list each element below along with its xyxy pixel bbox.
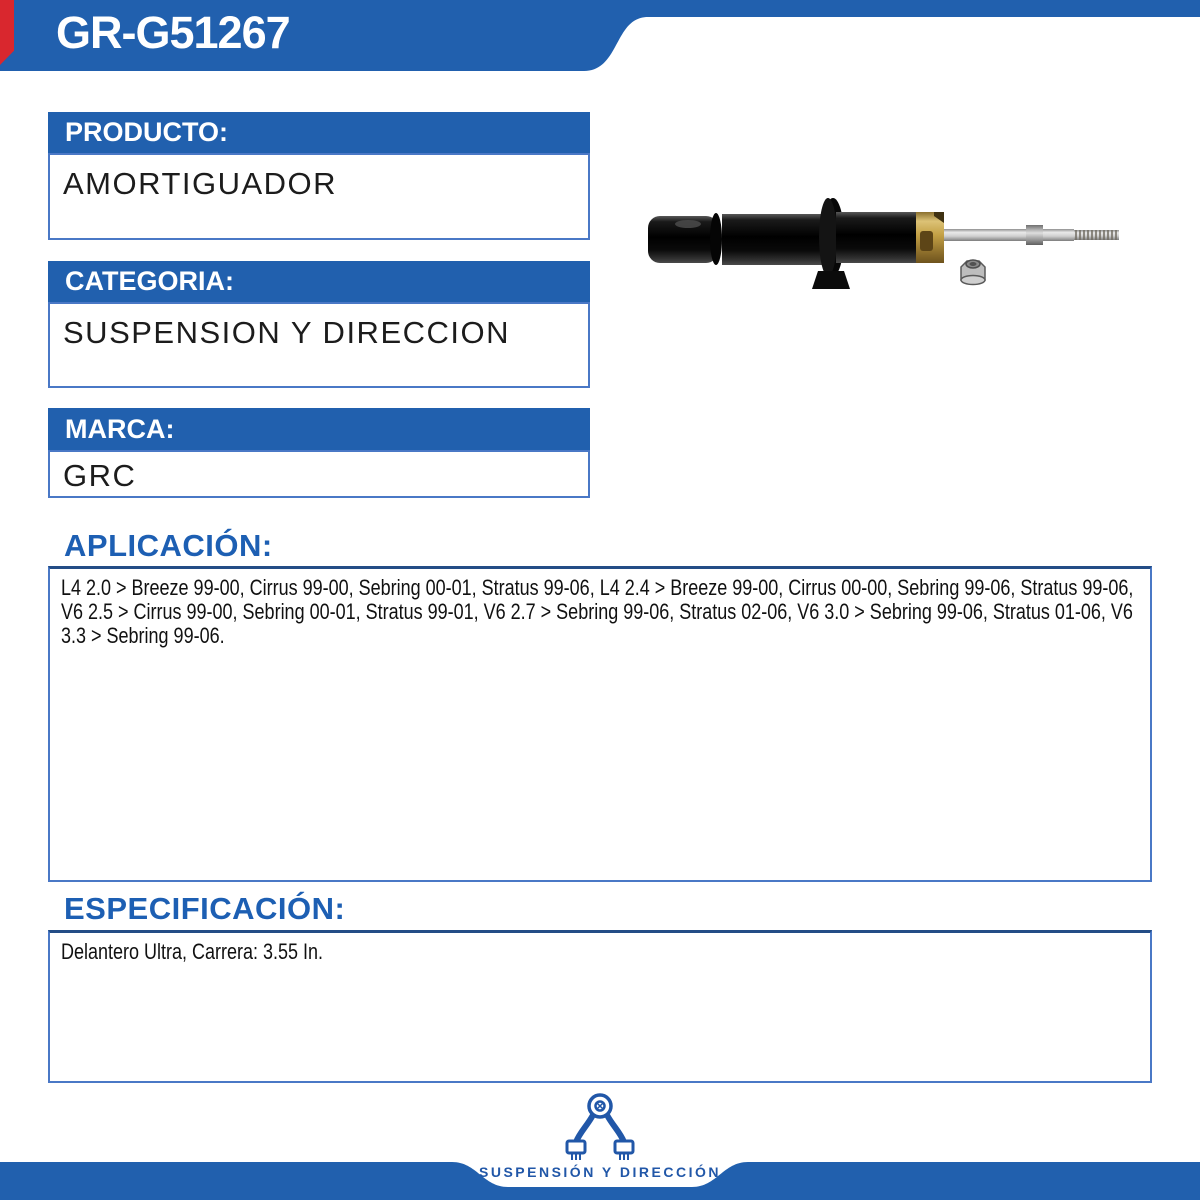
- field-value: SUSPENSION Y DIRECCION: [63, 315, 511, 350]
- part-number-title: GR-G51267: [56, 7, 290, 58]
- field-label: PRODUCTO:: [65, 117, 229, 147]
- field-label-bar-categoria: [48, 261, 590, 302]
- field-value-box-producto: [48, 153, 590, 240]
- field-value-box-categoria: [48, 302, 590, 388]
- field-label-bar-producto: [48, 112, 590, 153]
- aplicacion-box: [48, 566, 1152, 882]
- field-value: AMORTIGUADOR: [63, 166, 338, 201]
- field-label: CATEGORIA:: [65, 266, 234, 296]
- field-label-bar-marca: [48, 408, 590, 450]
- loose-nut: [961, 260, 985, 285]
- field-value-box-marca: [48, 450, 590, 498]
- especificacion-box: [48, 930, 1152, 1083]
- field-label: MARCA:: [65, 414, 175, 444]
- control-arm-icon: [561, 1092, 639, 1162]
- shock-absorber-photo: [630, 183, 1130, 308]
- field-value: GRC: [63, 458, 137, 493]
- aplicacion-text: L4 2.0 > Breeze 99-00, Cirrus 99-00, Sebring 00-01, Stratus 99-06, L4 2.4 > Breeze 99-00, Cirrus 00-00, Sebring 99-06, Stratus 99-06, V6 2.5 > Cirrus 99-00, Sebring 00-01, Stratus 99-01, V6 2.7 > Sebring 99-06, Stratus 02-06, V6 3.0 > Sebring 99-06, Stratus 01-06, V6 3.3 > Sebring 99-06.: [61, 575, 1134, 648]
- footer-tagline: SUSPENSIÓN Y DIRECCIÓN: [479, 1164, 721, 1180]
- section-heading-especificacion: ESPECIFICACIÓN:: [64, 891, 346, 926]
- especificacion-text: Delantero Ultra, Carrera: 3.55 In.: [61, 939, 324, 964]
- section-heading-aplicacion: APLICACIÓN:: [64, 528, 273, 563]
